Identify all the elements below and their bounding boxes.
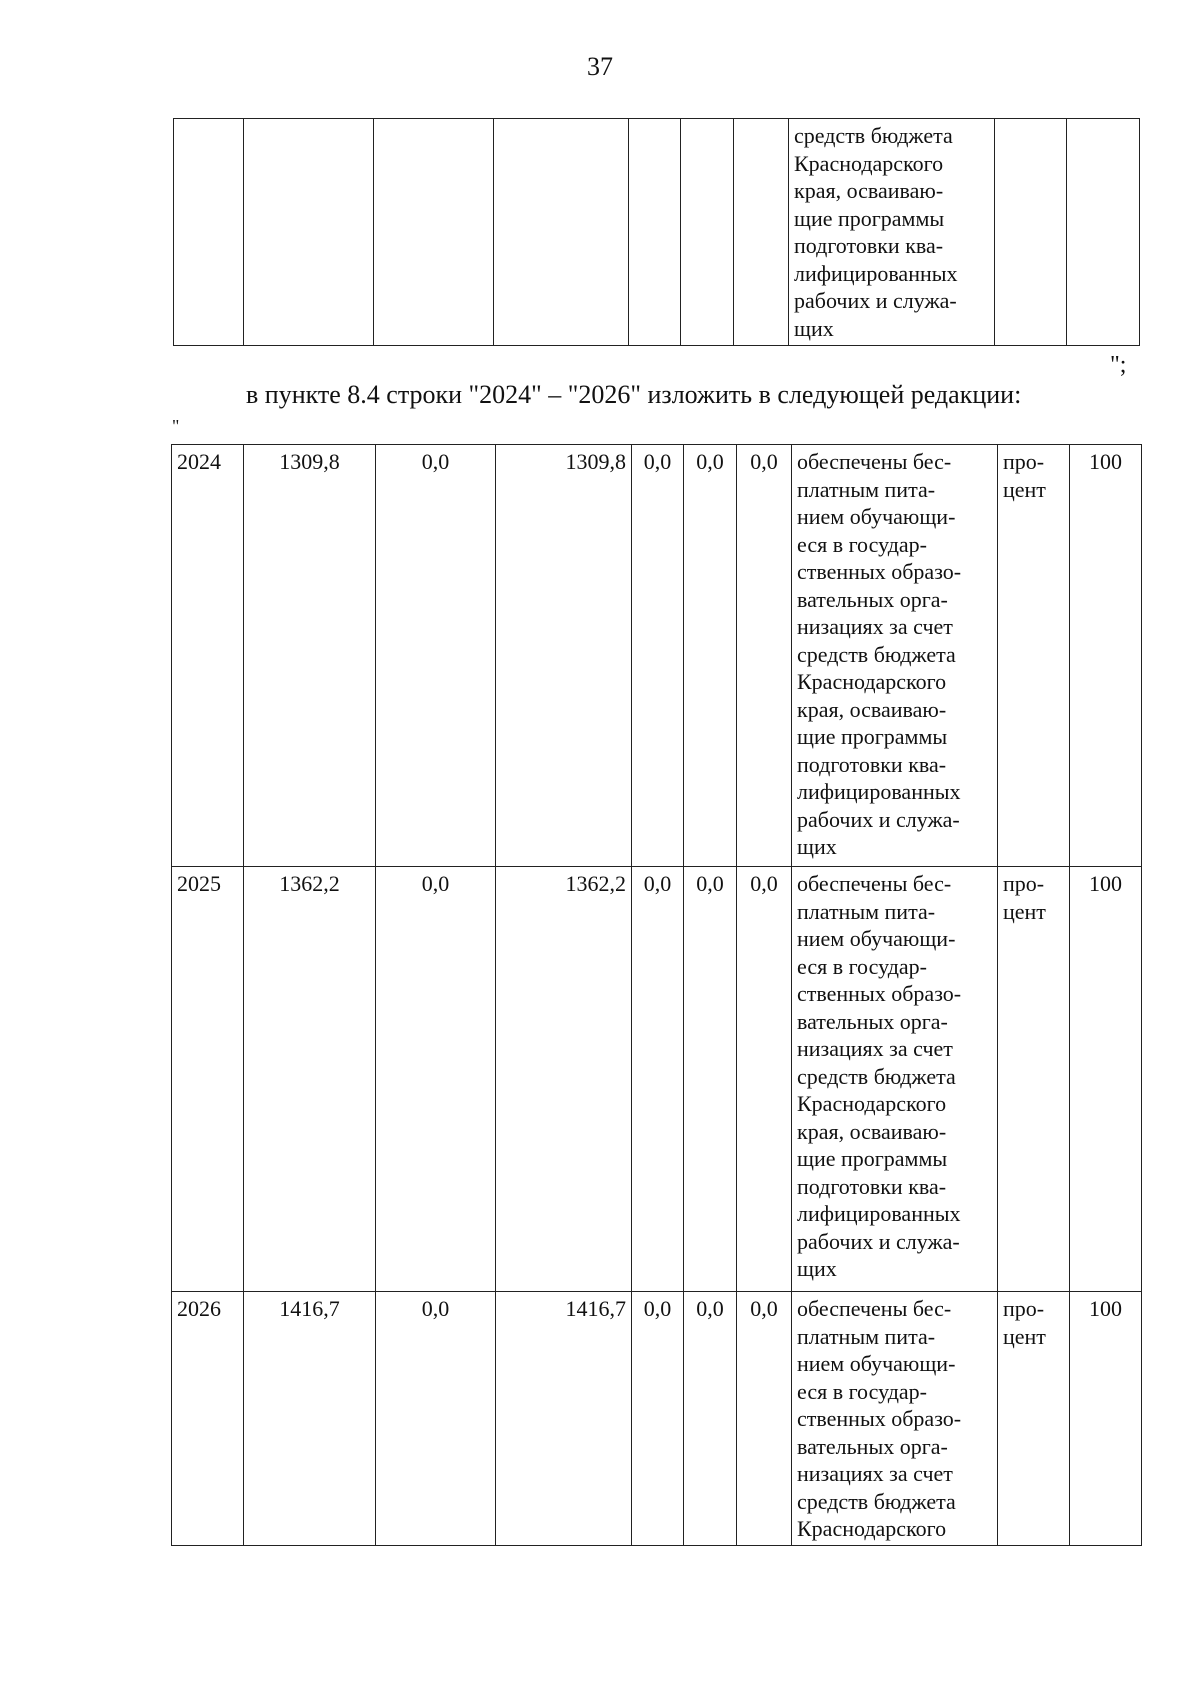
page-number: 37 <box>587 52 613 81</box>
value-cell: 0,0 <box>737 1292 792 1546</box>
description-line: щих <box>797 834 837 859</box>
unit-line: цент <box>1003 898 1046 924</box>
description-line: нием обучающи- <box>797 1351 956 1376</box>
unit-line: цент <box>1003 1323 1046 1349</box>
value-cell: 1309,8 <box>496 445 632 867</box>
value-cell: 0,0 <box>376 867 496 1292</box>
description-line: щих <box>794 315 834 341</box>
description-line: лифицированных <box>797 1201 961 1226</box>
value-cell: 0,0 <box>376 445 496 867</box>
value-cell: 0,0 <box>684 867 737 1292</box>
description-line: Краснодарского <box>794 150 944 176</box>
target-value-cell: 100 <box>1070 445 1142 867</box>
description-line: нием обучающи- <box>797 926 956 951</box>
table-cell <box>995 119 1067 346</box>
description-cell <box>792 1292 998 1546</box>
description-line: подготовки ква- <box>797 1173 947 1199</box>
table-cell <box>374 119 494 346</box>
table-row <box>174 119 1140 346</box>
description-line: рабочих и служа- <box>797 806 960 832</box>
description-line: обеспечены бес- <box>797 449 952 474</box>
opening-quote: " <box>172 416 180 436</box>
description-line: платным пита- <box>797 898 936 924</box>
description-line: рабочих и служа- <box>794 288 957 313</box>
description-line: ственных образо- <box>797 559 962 584</box>
value-cell: 0,0 <box>632 445 684 867</box>
description-line: подготовки ква- <box>797 751 947 777</box>
instruction-text: в пункте 8.4 строки "2024" – "2026" изложить в следующей редакции: <box>246 380 1022 409</box>
description-line: низациях за счет <box>797 1036 953 1061</box>
description-line: лифицированных <box>794 260 958 286</box>
data-table <box>171 444 1142 1546</box>
table-cell <box>734 119 789 346</box>
closing-quote: "; <box>1110 352 1127 378</box>
table-cell <box>629 119 681 346</box>
description-line: платным пита- <box>797 476 936 502</box>
description-cell <box>792 867 998 1292</box>
description-line: обеспечены бес- <box>797 871 952 896</box>
description-line: средств бюджета <box>797 641 956 667</box>
value-cell: 0,0 <box>737 867 792 1292</box>
description-line: еся в государ- <box>797 531 927 557</box>
description-line: низациях за счет <box>797 614 953 639</box>
unit-line: про- <box>1003 449 1045 474</box>
value-cell: 0,0 <box>737 445 792 867</box>
unit-cell <box>998 867 1070 1292</box>
value-cell: 1416,7 <box>496 1292 632 1546</box>
year-cell: 2026 <box>172 1292 244 1546</box>
value-cell: 1362,2 <box>496 867 632 1292</box>
total-cell: 1416,7 <box>244 1292 376 1546</box>
description-cell <box>792 445 998 867</box>
description-line: вательных орга- <box>797 1008 948 1034</box>
unit-line: цент <box>1003 476 1046 502</box>
description-line: ственных образо- <box>797 981 962 1006</box>
description-line: подготовки ква- <box>794 233 944 258</box>
description-line: лифицированных <box>797 779 961 804</box>
description-line: средств бюджета <box>794 123 953 148</box>
description-line: края, осваиваю- <box>794 178 944 203</box>
description-line: низациях за счет <box>797 1461 953 1486</box>
value-cell: 0,0 <box>632 1292 684 1546</box>
value-cell: 0,0 <box>376 1292 496 1546</box>
description-line: платным пита- <box>797 1323 936 1349</box>
table-cell <box>681 119 734 346</box>
description-line: вательных орга- <box>797 1433 948 1459</box>
unit-cell <box>998 1292 1070 1546</box>
total-cell: 1309,8 <box>244 445 376 867</box>
description-line: средств бюджета <box>797 1063 956 1089</box>
unit-line: про- <box>1003 1296 1045 1321</box>
description-line: еся в государ- <box>797 953 927 979</box>
description-line: нием обучающи- <box>797 504 956 529</box>
description-line: обеспечены бес- <box>797 1296 952 1321</box>
description-line: Краснодарского <box>797 669 947 694</box>
description-line: щих <box>797 1256 837 1281</box>
table-cell <box>1067 119 1140 346</box>
total-cell: 1362,2 <box>244 867 376 1292</box>
unit-line: про- <box>1003 871 1045 896</box>
description-line: щие программы <box>794 205 945 231</box>
table-cell <box>174 119 244 346</box>
unit-cell <box>998 445 1070 867</box>
value-cell: 0,0 <box>684 445 737 867</box>
table-row <box>172 445 1142 867</box>
target-value-cell: 100 <box>1070 867 1142 1292</box>
description-line: края, осваиваю- <box>797 696 947 722</box>
value-cell: 0,0 <box>684 1292 737 1546</box>
description-line: средств бюджета <box>797 1488 956 1514</box>
table-cell <box>494 119 629 346</box>
description-line: рабочих и служа- <box>797 1228 960 1254</box>
description-line: щие программы <box>797 724 948 749</box>
year-cell: 2025 <box>172 867 244 1292</box>
description-line: Краснодарского <box>797 1516 947 1541</box>
table-cell <box>244 119 374 346</box>
continued-table <box>173 118 1140 346</box>
value-cell: 0,0 <box>632 867 684 1292</box>
description-cell <box>789 119 995 346</box>
description-line: вательных орга- <box>797 586 948 612</box>
description-line: Краснодарского <box>797 1091 947 1116</box>
description-line: края, осваиваю- <box>797 1118 947 1144</box>
target-value-cell: 100 <box>1070 1292 1142 1546</box>
description-line: еся в государ- <box>797 1378 927 1404</box>
table-row <box>172 1292 1142 1546</box>
description-line: ственных образо- <box>797 1406 962 1431</box>
year-cell: 2024 <box>172 445 244 867</box>
table-row <box>172 867 1142 1292</box>
description-line: щие программы <box>797 1146 948 1171</box>
